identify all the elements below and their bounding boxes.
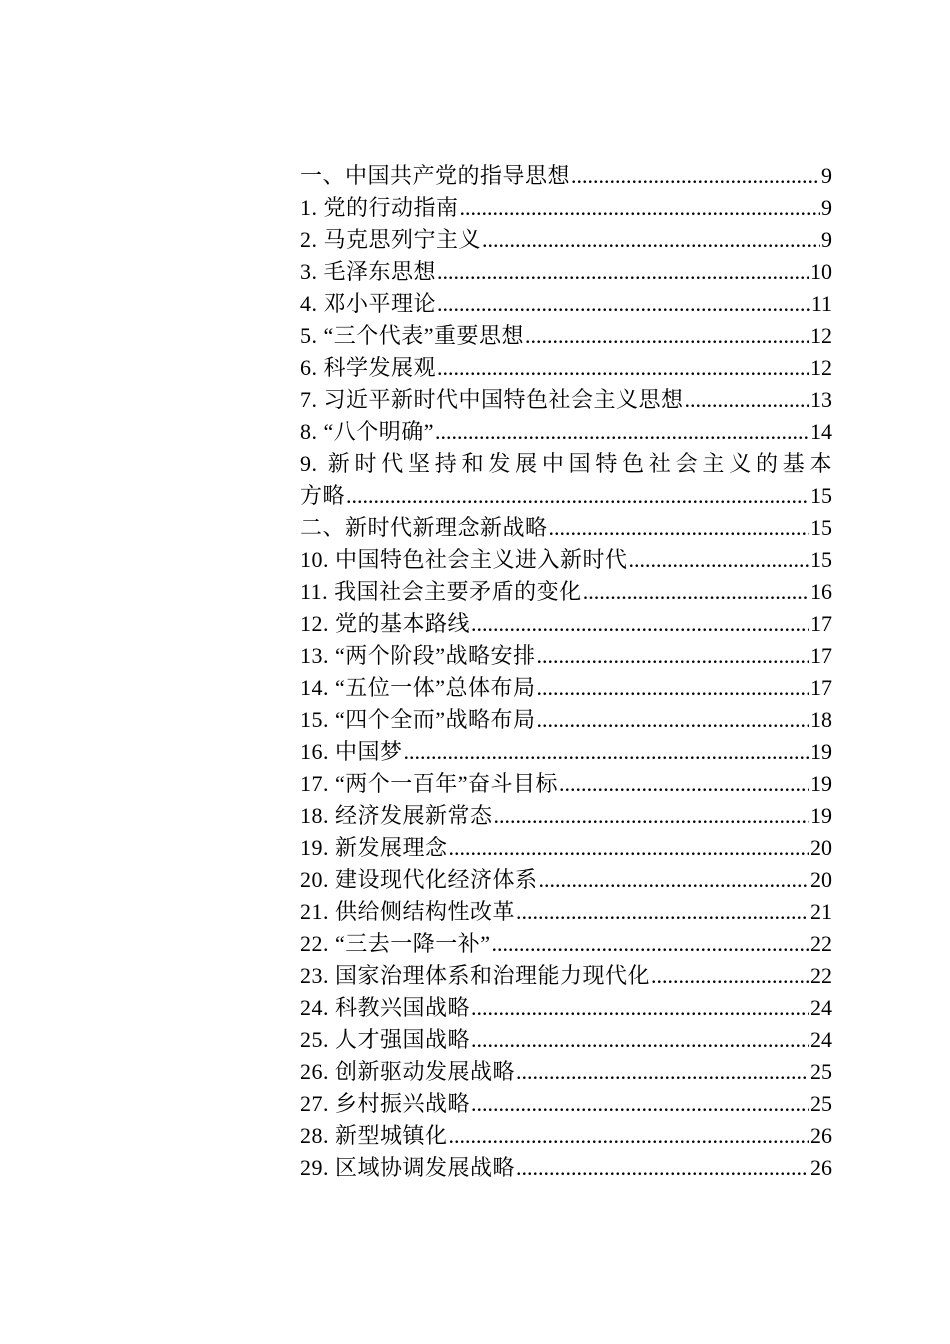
toc-entry-page: 10 bbox=[810, 259, 832, 284]
toc-entry-page: 25 bbox=[810, 1091, 832, 1116]
toc-entry[interactable] bbox=[300, 512, 832, 544]
toc-entry-page: 22 bbox=[810, 963, 832, 988]
dot-leader bbox=[471, 1088, 809, 1120]
toc-entry-title: 16. 中国梦 bbox=[300, 739, 403, 764]
toc-entry-title: 26. 创新驱动发展战略 bbox=[300, 1059, 516, 1084]
dot-leader bbox=[539, 864, 809, 896]
toc-entry-title: 25. 人才强国战略 bbox=[300, 1027, 471, 1052]
dot-leader bbox=[494, 800, 809, 832]
toc-entry-title: 1. 党的行动指南 bbox=[300, 195, 459, 220]
toc-entry-page: 18 bbox=[810, 707, 832, 732]
toc-entry[interactable] bbox=[300, 768, 832, 800]
dot-leader bbox=[685, 384, 809, 416]
toc-entry-page: 15 bbox=[810, 547, 832, 572]
toc-entry-title: 13. “两个阶段”战略安排 bbox=[300, 643, 536, 668]
toc-entry-title: 11. 我国社会主要矛盾的变化 bbox=[300, 579, 582, 604]
toc-entry-page: 12 bbox=[810, 323, 832, 348]
toc-entry-title: 19. 新发展理念 bbox=[300, 835, 448, 860]
toc-entry-title: 14. “五位一体”总体布局 bbox=[300, 675, 536, 700]
toc-entry-title: 27. 乡村振兴战略 bbox=[300, 1091, 471, 1116]
toc-entry-page: 24 bbox=[810, 995, 832, 1020]
toc-entry[interactable] bbox=[300, 736, 832, 768]
toc-entry-page: 13 bbox=[810, 387, 832, 412]
dot-leader bbox=[404, 736, 809, 768]
toc-entry-page: 11 bbox=[810, 291, 832, 316]
toc-entry-title: 5. “三个代表”重要思想 bbox=[300, 323, 525, 348]
toc-entry[interactable] bbox=[300, 1120, 832, 1152]
dot-leader bbox=[516, 1056, 809, 1088]
toc-entry[interactable] bbox=[300, 288, 832, 320]
toc-entry[interactable] bbox=[300, 640, 832, 672]
toc-entry-title: 21. 供给侧结构性改革 bbox=[300, 899, 516, 924]
toc-entry-page: 15 bbox=[810, 515, 832, 540]
toc-entry[interactable] bbox=[300, 384, 832, 416]
toc-entry-title: 18. 经济发展新常态 bbox=[300, 803, 493, 828]
toc-entry-title: 6. 科学发展观 bbox=[300, 355, 437, 380]
toc-entry[interactable] bbox=[300, 224, 832, 256]
toc-entry-title: 2. 马克思列宁主义 bbox=[300, 227, 482, 252]
toc-entry[interactable] bbox=[300, 608, 832, 640]
dot-leader bbox=[437, 288, 810, 320]
dot-leader bbox=[525, 320, 809, 352]
toc-entry-title: 20. 建设现代化经济体系 bbox=[300, 867, 538, 892]
toc-entry-title: 二、新时代新理念新战略 bbox=[300, 515, 548, 540]
dot-leader bbox=[549, 512, 809, 544]
table-of-contents bbox=[300, 160, 832, 1184]
toc-entry[interactable] bbox=[300, 896, 832, 928]
toc-entry[interactable] bbox=[300, 928, 832, 960]
toc-entry[interactable] bbox=[300, 864, 832, 896]
toc-entry[interactable] bbox=[300, 992, 832, 1024]
toc-entry[interactable] bbox=[300, 1152, 832, 1184]
toc-entry[interactable] bbox=[300, 672, 832, 704]
toc-entry-title: 22. “三去一降一补” bbox=[300, 931, 491, 956]
dot-leader bbox=[651, 960, 809, 992]
toc-entry-title: 一、中国共产党的指导思想 bbox=[300, 163, 571, 188]
toc-entry[interactable] bbox=[300, 320, 832, 352]
toc-entry-page: 19 bbox=[810, 771, 832, 796]
dot-leader bbox=[449, 832, 809, 864]
toc-entry-page: 19 bbox=[810, 739, 832, 764]
toc-entry-page: 17 bbox=[810, 611, 832, 636]
toc-entry-title: 7. 习近平新时代中国特色社会主义思想 bbox=[300, 387, 684, 412]
dot-leader bbox=[437, 352, 809, 384]
toc-entry-page: 20 bbox=[810, 867, 832, 892]
dot-leader bbox=[437, 256, 809, 288]
toc-entry-title: 17. “两个一百年”奋斗目标 bbox=[300, 771, 559, 796]
dot-leader bbox=[559, 768, 809, 800]
toc-entry[interactable] bbox=[300, 192, 832, 224]
dot-leader bbox=[516, 896, 809, 928]
dot-leader bbox=[471, 608, 809, 640]
dot-leader bbox=[492, 928, 809, 960]
toc-entry[interactable] bbox=[300, 352, 832, 384]
toc-entry[interactable] bbox=[300, 256, 832, 288]
toc-entry-title: 28. 新型城镇化 bbox=[300, 1123, 448, 1148]
toc-entry[interactable] bbox=[300, 576, 832, 608]
toc-entry-title: 29. 区域协调发展战略 bbox=[300, 1155, 516, 1180]
toc-entry-page: 15 bbox=[810, 483, 832, 508]
toc-entry[interactable] bbox=[300, 1056, 832, 1088]
toc-entry-title: 24. 科教兴国战略 bbox=[300, 995, 471, 1020]
dot-leader bbox=[516, 1152, 809, 1184]
toc-entry-page: 24 bbox=[810, 1027, 832, 1052]
toc-entry[interactable] bbox=[300, 1088, 832, 1120]
toc-entry-page: 20 bbox=[810, 835, 832, 860]
dot-leader bbox=[583, 576, 809, 608]
toc-entry-title: 12. 党的基本路线 bbox=[300, 611, 471, 636]
toc-entry[interactable] bbox=[300, 1024, 832, 1056]
toc-entry-page: 26 bbox=[810, 1155, 832, 1180]
dot-leader bbox=[537, 704, 809, 736]
toc-entry[interactable] bbox=[300, 960, 832, 992]
toc-entry[interactable] bbox=[300, 160, 832, 192]
toc-entry-page: 16 bbox=[810, 579, 832, 604]
toc-entry-title: 方略 bbox=[300, 483, 346, 508]
dot-leader bbox=[449, 1120, 809, 1152]
toc-entry-page: 26 bbox=[810, 1123, 832, 1148]
dot-leader bbox=[435, 416, 809, 448]
toc-entry-page: 12 bbox=[810, 355, 832, 380]
toc-entry-page: 14 bbox=[810, 419, 832, 444]
toc-entry-title: 8. “八个明确” bbox=[300, 419, 435, 444]
toc-entry-title: 4. 邓小平理论 bbox=[300, 291, 437, 316]
toc-entry-title: 3. 毛泽东思想 bbox=[300, 259, 437, 284]
toc-entry[interactable] bbox=[300, 704, 832, 736]
dot-leader bbox=[482, 224, 820, 256]
toc-entry-page: 17 bbox=[810, 643, 832, 668]
dot-leader bbox=[537, 640, 809, 672]
toc-entry[interactable] bbox=[300, 800, 832, 832]
dot-leader bbox=[629, 544, 809, 576]
toc-entry[interactable] bbox=[300, 832, 832, 864]
toc-entry-page: 17 bbox=[810, 675, 832, 700]
toc-entry-title: 10. 中国特色社会主义进入新时代 bbox=[300, 547, 628, 572]
toc-entry[interactable] bbox=[300, 448, 832, 512]
toc-entry-page: 22 bbox=[810, 931, 832, 956]
toc-entry-page: 21 bbox=[810, 899, 832, 924]
toc-entry-title-first-line: 9. 新时代坚持和发展中国特色社会主义的基本 bbox=[300, 451, 832, 476]
toc-entry-title: 23. 国家治理体系和治理能力现代化 bbox=[300, 963, 651, 988]
toc-entry-page: 19 bbox=[810, 803, 832, 828]
dot-leader bbox=[460, 192, 820, 224]
dot-leader bbox=[346, 480, 809, 512]
dot-leader bbox=[537, 672, 809, 704]
toc-entry-title: 15. “四个全而”战略布局 bbox=[300, 707, 536, 732]
toc-entry-page: 9 bbox=[821, 227, 832, 252]
toc-entry[interactable] bbox=[300, 416, 832, 448]
toc-entry-page: 9 bbox=[821, 195, 832, 220]
toc-entry-page: 9 bbox=[821, 163, 832, 188]
dot-leader bbox=[471, 1024, 809, 1056]
dot-leader bbox=[571, 160, 820, 192]
toc-entry-page: 25 bbox=[810, 1059, 832, 1084]
dot-leader bbox=[471, 992, 809, 1024]
toc-entry[interactable] bbox=[300, 544, 832, 576]
